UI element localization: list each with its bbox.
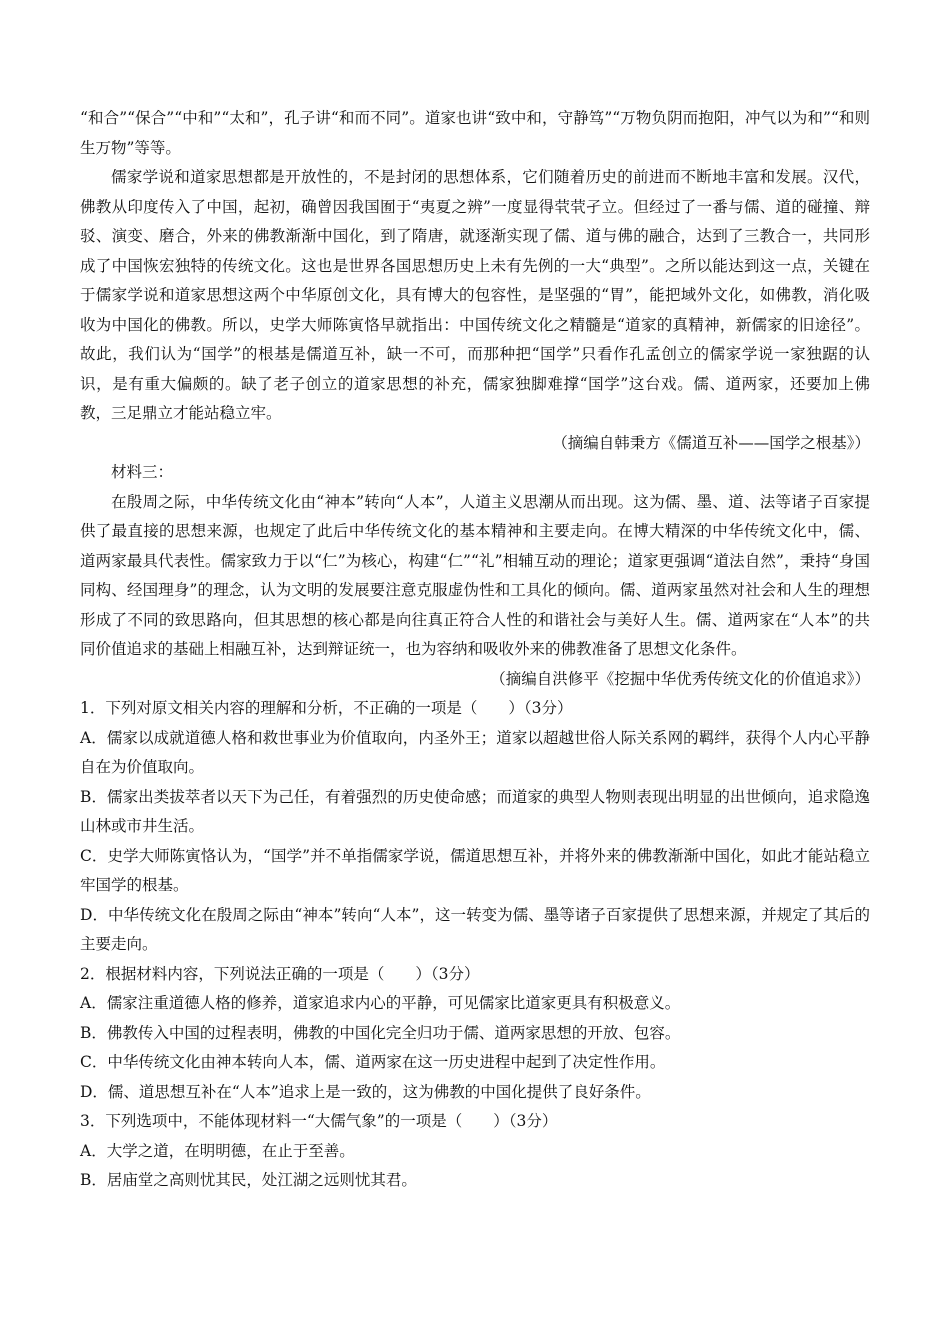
option-b: B．儒家出类拔萃者以天下为己任，有着强烈的历史使命感；而道家的典型人物则表现出明显的出世倾向，追求隐逸山林或市井生活。	[80, 787, 870, 835]
question-stem: 3．下列选项中，不能体现材料一“大儒气象”的一项是（ ）（3分）	[80, 1112, 558, 1130]
option-c: C．史学大师陈寅恪认为，“国学”并不单指儒家学说，儒道思想互补，并将外来的佛教渐渐中国化，如此才能站稳立牢国学的根基。	[80, 846, 870, 894]
question-2	[80, 960, 870, 1108]
option-b: B．佛教传入中国的过程表明，佛教的中国化完全归功于儒、道两家思想的开放、包容。	[80, 1023, 681, 1042]
option-b: B．居庙堂之高则忧其民，处江湖之远则忧其君。	[80, 1171, 417, 1189]
question-stem: 1．下列对原文相关内容的理解和分析，不正确的一项是（ ）（3分）	[80, 699, 573, 717]
option-a: A．儒家注重道德人格的修养，道家追求内心的平静，可见儒家比道家更具有积极意义。	[80, 994, 681, 1012]
document-page	[80, 104, 870, 1196]
source-citation-1: （摘编自韩秉方《儒道互补——国学之根基》）	[552, 433, 870, 452]
paragraph-material-two: 儒家学说和道家思想都是开放性的，不是封闭的思想体系，它们随着历史的前进而不断地丰富和发展。汉代，佛教从印度传入了中国，起初，确曾因我国囿于“夷夏之辨”一度显得茕茕孑立。但经过了一番与儒、道的碰撞、辩驳、演变、磨合，外来的佛教渐渐中国化，到了隋唐，就逐渐实现了儒、道与佛的融合，达到了三教合一，共同形成了中国恢宏独特的传统文化。这也是世界各国思想历史上未有先例的一大“典型”。之所以能达到这一点，关键在于儒家学说和道家思想这两个中华原创文化，具有博大的包容性，是坚强的“胃”，能把域外文化，如佛教，消化吸收为中国化的佛教。所以，史学大师陈寅恪早就指出：中国传统文化之精髓是“道家的真精神，新儒家的旧途径”。故此，我们认为“国学”的根基是儒道互补，缺一不可，而那种把“国学”只看作孔孟创立的儒家学说一家独踞的认识，是有重大偏颇的。缺了老子创立的道家思想的补充，儒家独脚难撑“国学”这台戏。儒、道两家，还要加上佛教，三足鼎立才能站稳立牢。	[80, 168, 870, 422]
paragraph-continued: “和合”“保合”“中和”“太和”，孔子讲“和而不同”。道家也讲“致中和，守静笃”“万物负阴而抱阳，冲气以为和”“和则生万物”等等。	[80, 109, 870, 157]
material-three-label: 材料三：	[111, 463, 174, 481]
option-a: A．大学之道，在明明德，在止于至善。	[80, 1141, 355, 1160]
option-c: C．中华传统文化由神本转向人本，儒、道两家在这一历史进程中起到了决定性作用。	[80, 1053, 666, 1071]
question-3	[80, 1107, 870, 1196]
option-d: D．儒、道思想互补在“人本”追求上是一致的，这为佛教的中国化提供了良好条件。	[80, 1082, 651, 1101]
question-stem: 2．根据材料内容，下列说法正确的一项是（ ）（3分）	[80, 964, 480, 983]
question-1	[80, 694, 870, 960]
paragraph-material-three: 在殷周之际，中华传统文化由“神本”转向“人本”，人道主义思潮从而出现。这为儒、墨、道、法等诸子百家提供了最直接的思想来源，也规定了此后中华传统文化的基本精神和主要走向。在博大精深的中华传统文化中，儒、道两家最具代表性。儒家致力于以“仁”为核心，构建“仁”“礼”相辅互动的理论；道家更强调“道法自然”，秉持“身国同构、经国理身”的理念，认为文明的发展要注意克服虚伪性和工具化的倾向。儒、道两家虽然对社会和人生的理想形成了不同的致思路向，但其思想的核心都是向往真正符合人性的和谐社会与美好人生。儒、道两家在“人本”的共同价值追求的基础上相融互补，达到辩证统一，也为容纳和吸收外来的佛教准备了思想文化条件。	[80, 492, 870, 658]
option-a: A．儒家以成就道德人格和救世事业为价值取向，内圣外王；道家以超越世俗人际关系网的羁绊，获得个人内心平静自在为价值取向。	[80, 728, 870, 776]
option-d: D．中华传统文化在殷周之际由“神本”转向“人本”，这一转变为儒、墨等诸子百家提供了思想来源，并规定了其后的主要走向。	[80, 905, 870, 953]
source-citation-2: （摘编自洪修平《挖掘中华优秀传统文化的价值追求》）	[490, 669, 870, 688]
